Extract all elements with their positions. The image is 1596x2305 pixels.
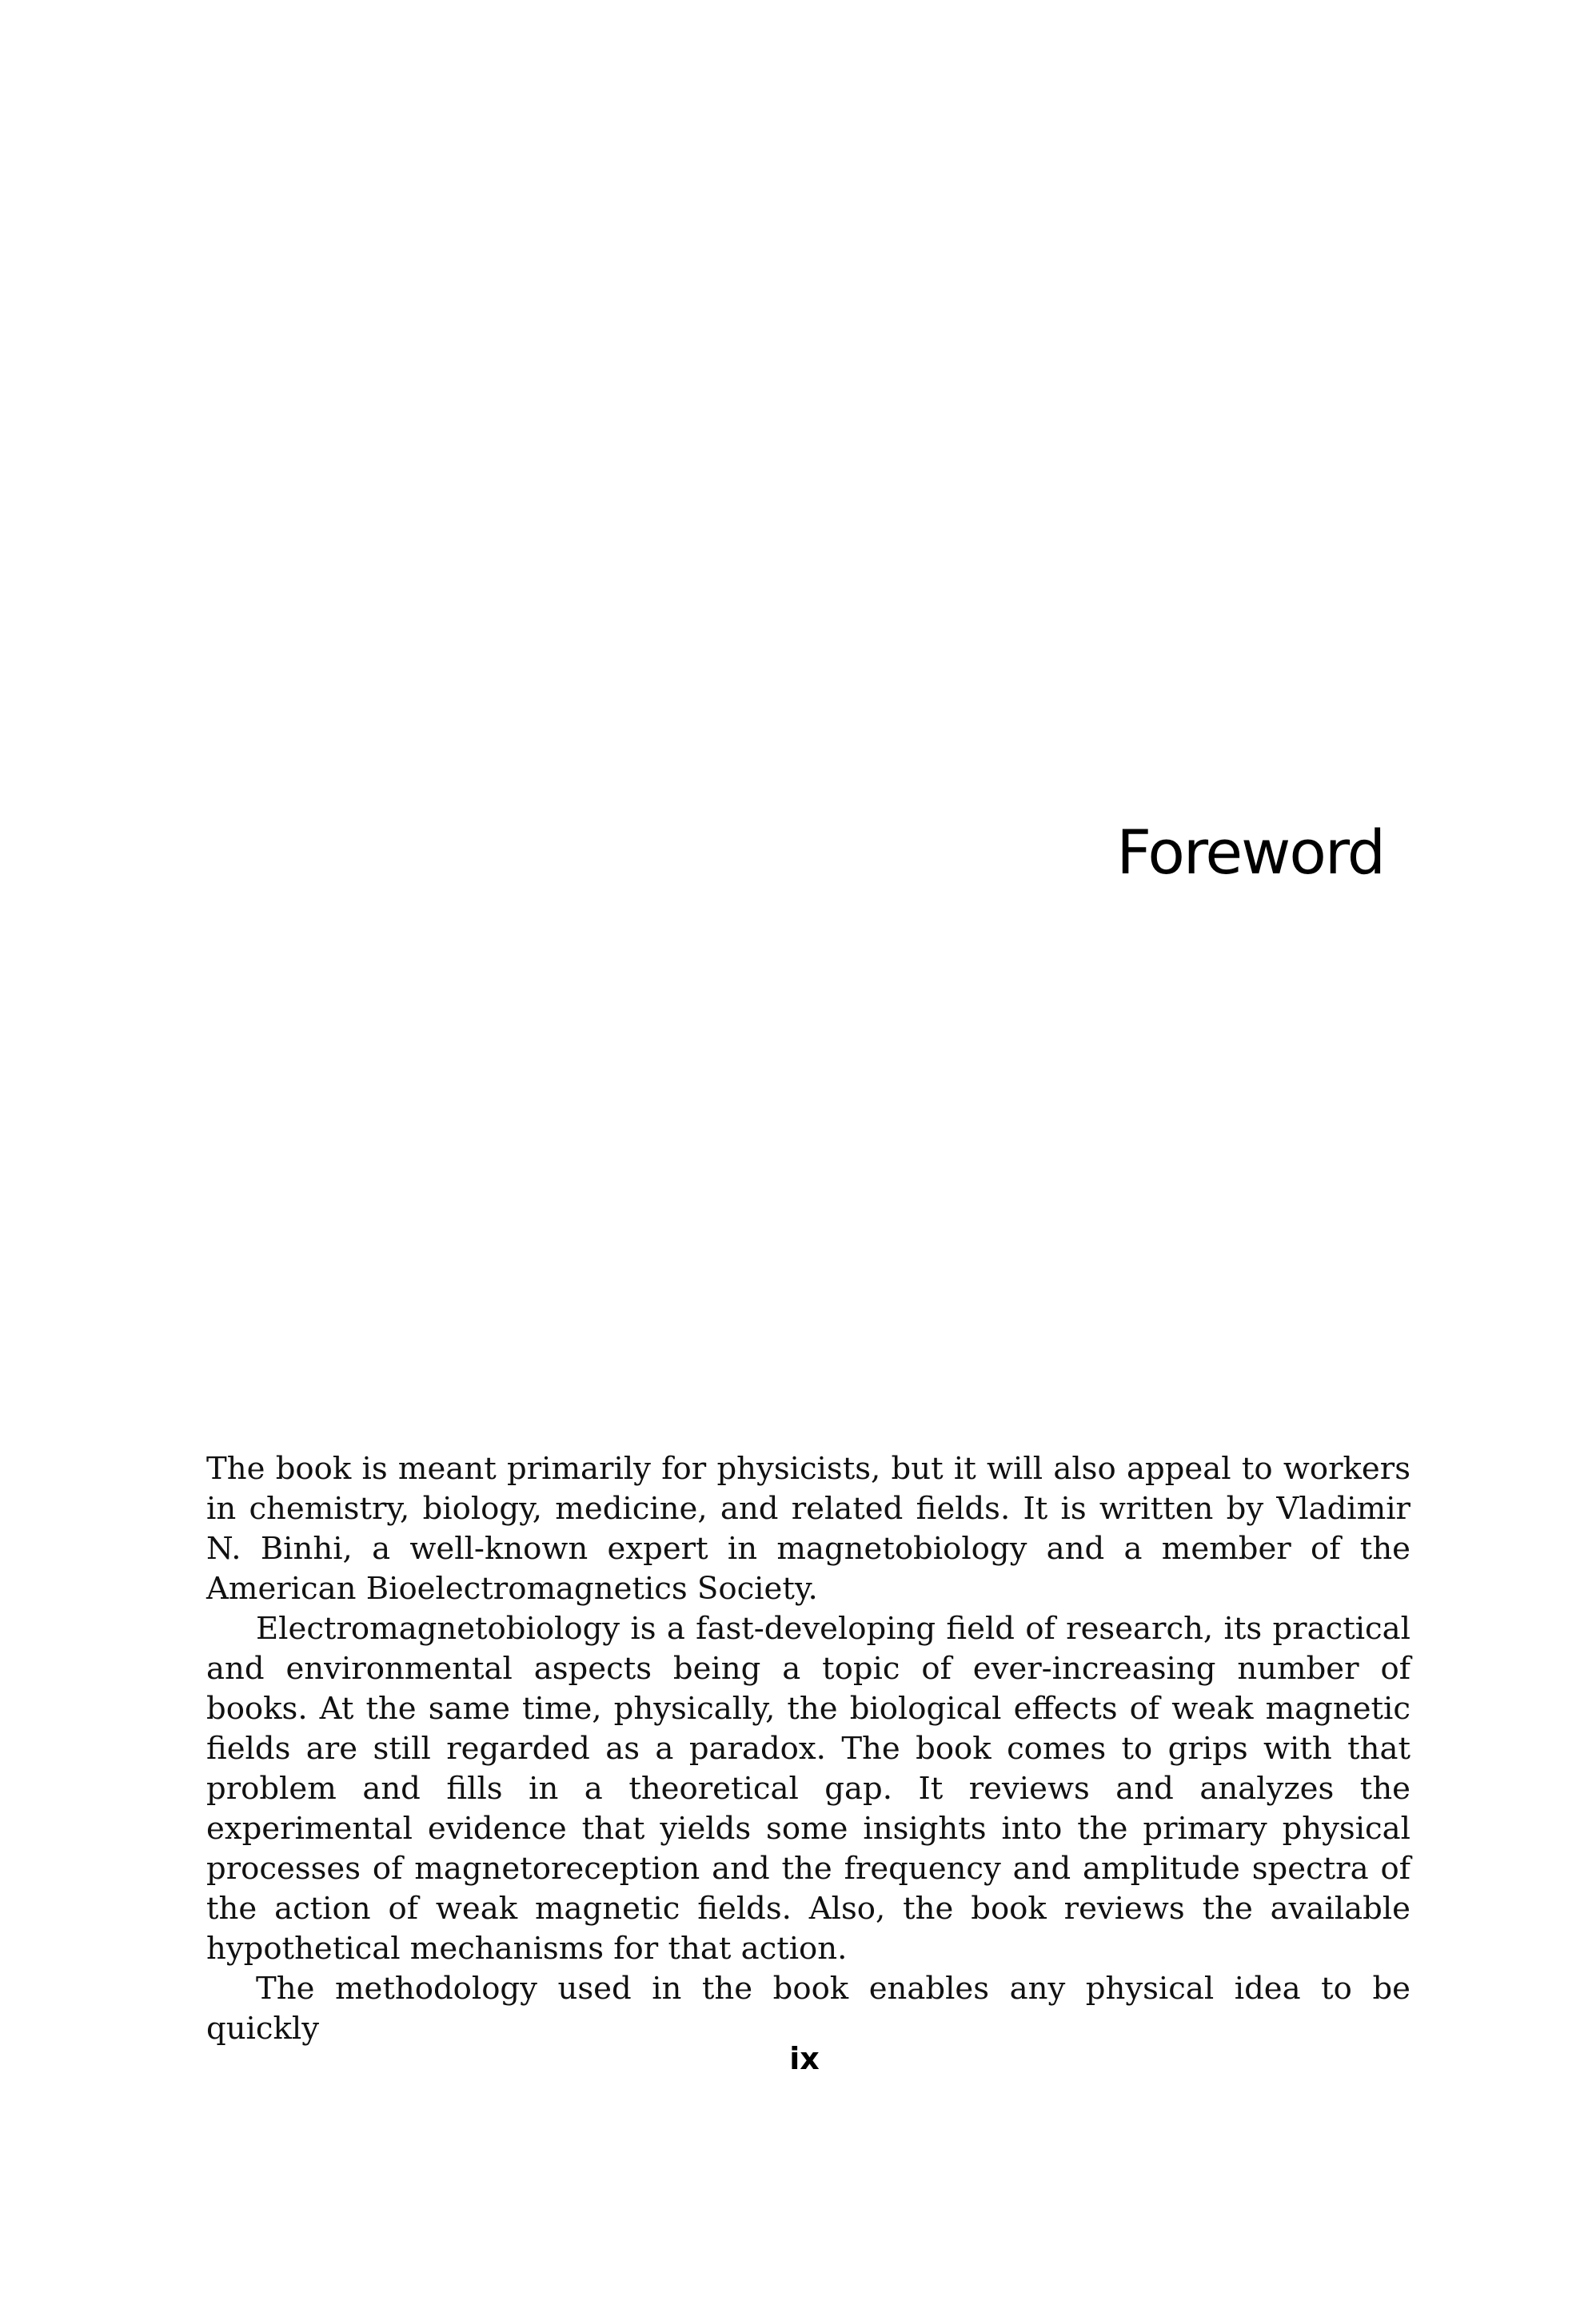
page-number: ix [789,2041,820,2076]
paragraph-1: The book is meant primarily for physicists, but it will also appeal to workers in chemistry, biology, medicine, and related fields. It is written by Vladimir N. Binhi, a well-known expert in magnetobiology and a member of the American Bioelectromagnetics Society. [206,1451,1410,1607]
foreword-body [206,1449,1410,2049]
chapter-title: Foreword [1116,817,1384,888]
paragraph-2: Electromagnetobiology is a fast-developing field of research, its practical and environmental aspects being a topic of ever-increasing number of books. At the same time, physically, the biological effects of weak magnetic fields are still regarded as a paradox. The book comes to grips with that problem and fills in a theoretical gap. It reviews and analyzes the experimental evidence that yields some insights into the primary physical processes of magnetoreception and the frequency and amplitude spectra of the action of weak magnetic fields. Also, the book reviews the available hypothetical mechanisms for that action. [206,1611,1410,1967]
paragraph-3: The methodology used in the book enables any physical idea to be quickly [206,1971,1410,2047]
